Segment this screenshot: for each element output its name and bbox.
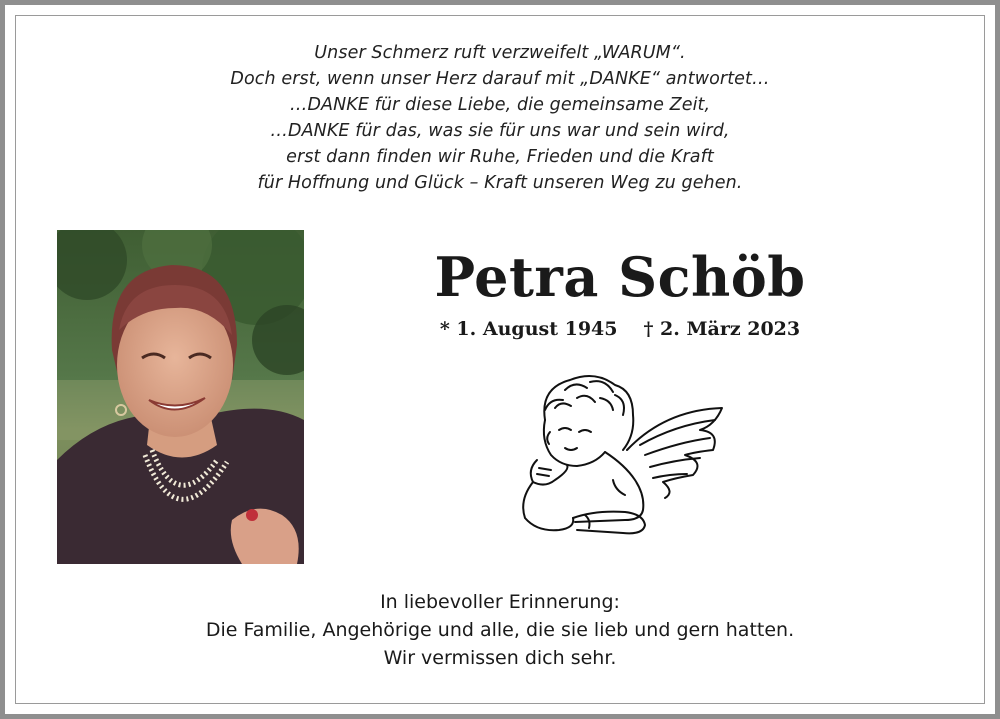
closing-line: In liebevoller Erinnerung: [380, 591, 620, 613]
birth-date: * 1. August 1945 [439, 318, 618, 340]
life-dates [400, 314, 840, 344]
death-date: † 2. März 2023 [643, 318, 801, 340]
portrait-photo [57, 230, 304, 564]
closing-line: Wir vermissen dich sehr. [383, 647, 617, 669]
cherub-angel-icon [515, 370, 730, 540]
poem [0, 40, 1000, 196]
closing-line: Die Familie, Angehörige und alle, die sie lieb und gern hatten. [205, 619, 795, 641]
poem-line: Unser Schmerz ruft verzweifelt „WARUM“. [314, 43, 686, 63]
poem-line: für Hoffnung und Glück – Kraft unseren Weg zu gehen. [257, 173, 743, 193]
poem-line: …DANKE für das, was sie für uns war und sein wird, [270, 121, 730, 141]
poem-line: erst dann finden wir Ruhe, Frieden und die Kraft [286, 147, 714, 167]
deceased-name: Petra Schöb [434, 245, 806, 309]
poem-line: Doch erst, wenn unser Herz darauf mit „DANKE“ antwortet… [230, 69, 770, 89]
poem-line: …DANKE für diese Liebe, die gemeinsame Zeit, [289, 95, 711, 115]
closing-text [0, 588, 1000, 672]
